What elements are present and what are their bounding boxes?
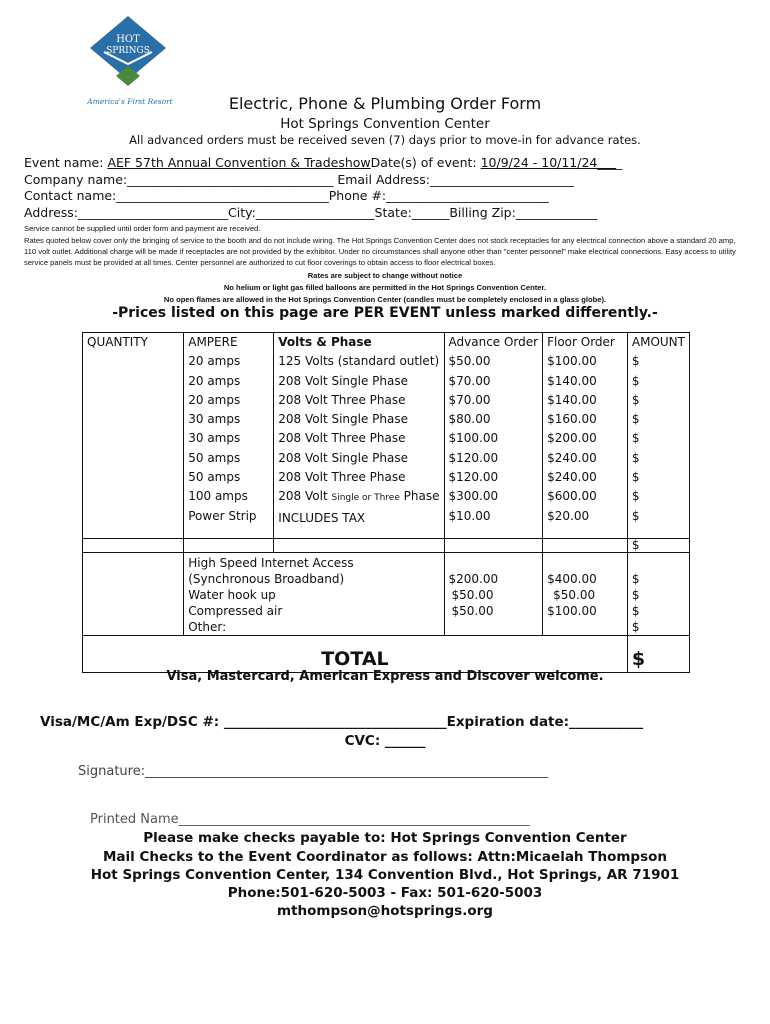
service-advance: $200.00: [448, 572, 499, 586]
volts-cell: 208 Volt Single Phase: [278, 412, 409, 427]
services-advance: [444, 553, 543, 636]
contact-phone-line[interactable]: Contact name:__________________________________Phone #:__________________________: [24, 188, 549, 203]
terms-open-flames: No open flames are allowed in the Hot Springs Convention Center (candles must be completely enclosed in a glass globe).: [163, 295, 607, 304]
service-amount[interactable]: $: [631, 620, 640, 634]
services-amount[interactable]: [627, 553, 689, 636]
amount-cell[interactable]: $: [631, 373, 640, 388]
ampere-cell: 100 amps: [188, 489, 248, 504]
checks-phone-fax: Phone:501-620-5003 - Fax: 501-620-5003: [227, 885, 543, 901]
page-subtitle: Hot Springs Convention Center: [280, 116, 490, 132]
advance-cell: $120.00: [448, 450, 499, 465]
company-email-line[interactable]: Company name:_________________________________ Email Address:_______________________: [24, 172, 574, 187]
card-number-line[interactable]: Visa/MC/Am Exp/DSC #: _________________________________Expiration date:___________: [40, 714, 644, 730]
advance-cell: $10.00: [448, 508, 491, 523]
checks-payable: Please make checks payable to: Hot Springs Convention Center: [143, 830, 627, 846]
service-floor: $50.00: [553, 588, 596, 602]
total-label: TOTAL: [321, 648, 389, 670]
service-amount[interactable]: $: [631, 588, 640, 602]
amount-header: AMOUNT: [631, 335, 685, 349]
ampere-cell: 50 amps: [188, 450, 241, 465]
volts-header: Volts & Phase: [278, 335, 372, 349]
amount-cell[interactable]: $: [631, 412, 640, 427]
event-line: Event name: AEF 57th Annual Convention & TradeshowDate(s) of event: 10/9/24 - 10/11/24____: [24, 155, 623, 170]
floor-cell: $140.00: [547, 392, 597, 407]
event-name-field[interactable]: AEF 57th Annual Convention & Tradeshow: [107, 155, 371, 170]
advance-cell: $70.00: [448, 373, 491, 388]
total-amount-cell[interactable]: [627, 636, 689, 673]
ampere-header: AMPERE: [188, 335, 238, 349]
prices-heading: -Prices listed on this page are PER EVENT unless marked differently.-: [112, 305, 658, 321]
advance-cell: $50.00: [448, 354, 491, 369]
floor-cell: $140.00: [547, 373, 597, 388]
amount-cell[interactable]: $: [631, 392, 640, 407]
amount-column[interactable]: [627, 333, 689, 539]
floor-header: Floor Order: [547, 335, 615, 349]
checks-attention: Mail Checks to the Event Coordinator as follows: Attn:Micaelah Thompson: [102, 849, 667, 865]
terms-payment: Service cannot be supplied until order form and payment are received.: [24, 224, 261, 233]
floor-cell: $20.00: [547, 508, 590, 523]
floor-cell: $160.00: [547, 412, 597, 427]
amount-cell[interactable]: $: [631, 508, 640, 523]
terms-rate-change: Rates are subject to change without notice: [307, 271, 463, 280]
checks-address: Hot Springs Convention Center, 134 Convention Blvd., Hot Springs, AR 71901: [90, 867, 680, 883]
services-floor: [543, 553, 628, 636]
volts-cell: INCLUDES TAX: [278, 510, 366, 525]
service-advance: $50.00: [451, 588, 494, 602]
ampere-column: [184, 333, 274, 539]
service-label: Other:: [188, 620, 227, 634]
signature-line[interactable]: Signature:______________________________________________________________: [78, 764, 549, 779]
total-row: [83, 636, 628, 673]
ampere-cell: 20 amps: [188, 392, 241, 407]
ampere-cell: 50 amps: [188, 470, 241, 485]
logo-line1: HOT: [116, 34, 140, 45]
volts-cell: 125 Volts (standard outlet): [278, 354, 440, 369]
advance-cell: $300.00: [448, 489, 499, 504]
ampere-cell: 30 amps: [188, 431, 241, 446]
advance-cell: $100.00: [448, 431, 499, 446]
services-quantity[interactable]: [83, 553, 184, 636]
services-labels: [184, 553, 444, 636]
service-label: Compressed air: [188, 604, 283, 618]
amount-cell[interactable]: $: [631, 489, 640, 504]
volts-cell: 208 Volt Three Phase: [278, 470, 406, 485]
address-line[interactable]: Address:________________________City:___________________State:______Billing Zip:_____________: [24, 205, 598, 220]
quantity-header: QUANTITY: [87, 335, 148, 349]
floor-cell: $200.00: [547, 431, 597, 446]
price-table: [82, 332, 690, 673]
volts-column: [274, 333, 444, 539]
printed-name-line[interactable]: Printed Name______________________________________________________: [90, 812, 530, 827]
floor-cell: $240.00: [547, 450, 597, 465]
volts-cell: 208 Volt Three Phase: [278, 392, 406, 407]
checks-email: mthompson@hotsprings.org: [277, 903, 493, 919]
volts-cell: 208 Volt Single or Three Phase: [278, 489, 440, 504]
ampere-cell: 20 amps: [188, 354, 241, 369]
advance-header: Advance Order: [448, 335, 539, 349]
amount-cell[interactable]: $: [627, 539, 689, 553]
quantity-column[interactable]: [83, 333, 184, 539]
ampere-cell: Power Strip: [188, 508, 257, 523]
amount-cell[interactable]: $: [631, 470, 640, 485]
service-amount[interactable]: $: [631, 572, 640, 586]
event-dates-label: Date(s) of event:: [370, 155, 477, 170]
volts-cell: 208 Volt Three Phase: [278, 431, 406, 446]
advance-cell: $80.00: [448, 412, 491, 427]
service-floor: $100.00: [547, 604, 597, 618]
amount-cell[interactable]: $: [631, 354, 640, 369]
service-floor: $400.00: [547, 572, 597, 586]
service-label: Water hook up: [188, 588, 276, 602]
advance-column: [444, 333, 543, 539]
service-label: (Synchronous Broadband): [188, 572, 345, 586]
amount-cell[interactable]: $: [631, 431, 640, 446]
cards-welcome: Visa, Mastercard, American Express and Discover welcome.: [166, 669, 604, 684]
advance-notice: All advanced orders must be received seven (7) days prior to move-in for advance rates.: [129, 133, 641, 147]
floor-cell: $100.00: [547, 354, 597, 369]
logo-line2: SPRINGS: [106, 46, 150, 56]
floor-cell: $600.00: [547, 489, 597, 504]
service-advance: $50.00: [451, 604, 494, 618]
cvc-line[interactable]: CVC: ______: [344, 733, 426, 749]
event-dates-field[interactable]: 10/9/24 - 10/11/24___: [480, 155, 617, 170]
logo-tagline: America's First Resort: [87, 97, 173, 106]
ampere-cell: 20 amps: [188, 373, 241, 388]
advance-cell: $70.00: [448, 392, 491, 407]
service-label: High Speed Internet Access: [188, 556, 354, 570]
floor-cell: $240.00: [547, 470, 597, 485]
page-title: Electric, Phone & Plumbing Order Form: [228, 94, 542, 113]
floor-column: [543, 333, 628, 539]
amount-cell[interactable]: $: [631, 450, 640, 465]
total-amount[interactable]: $: [631, 648, 646, 670]
volts-cell: 208 Volt Single Phase: [278, 373, 409, 388]
volts-cell: 208 Volt Single Phase: [278, 450, 409, 465]
terms-rates: Rates quoted below cover only the bringing of service to the booth and do not include wiring. The Hot Springs Convention Center does not stock receptacles for any electrical connection above a standard 20 amp, 110 volt outlet. Additional charge will be made if receptacles are not provided by the exhibitor. Under no circumstances shall anyone other than "center personnel" make electrical connections. Easy access to utility service panels must be provided at all times. Center personnel are authorized to cut floor coverings to obtain access to floor electrical boxes.: [24, 236, 736, 268]
service-amount[interactable]: $: [631, 604, 640, 618]
event-name-label: Event name:: [24, 155, 104, 170]
terms-balloons: No helium or light gas filled balloons are permitted in the Hot Springs Convention Center.: [223, 283, 547, 292]
advance-cell: $120.00: [448, 470, 499, 485]
ampere-cell: 30 amps: [188, 412, 241, 427]
